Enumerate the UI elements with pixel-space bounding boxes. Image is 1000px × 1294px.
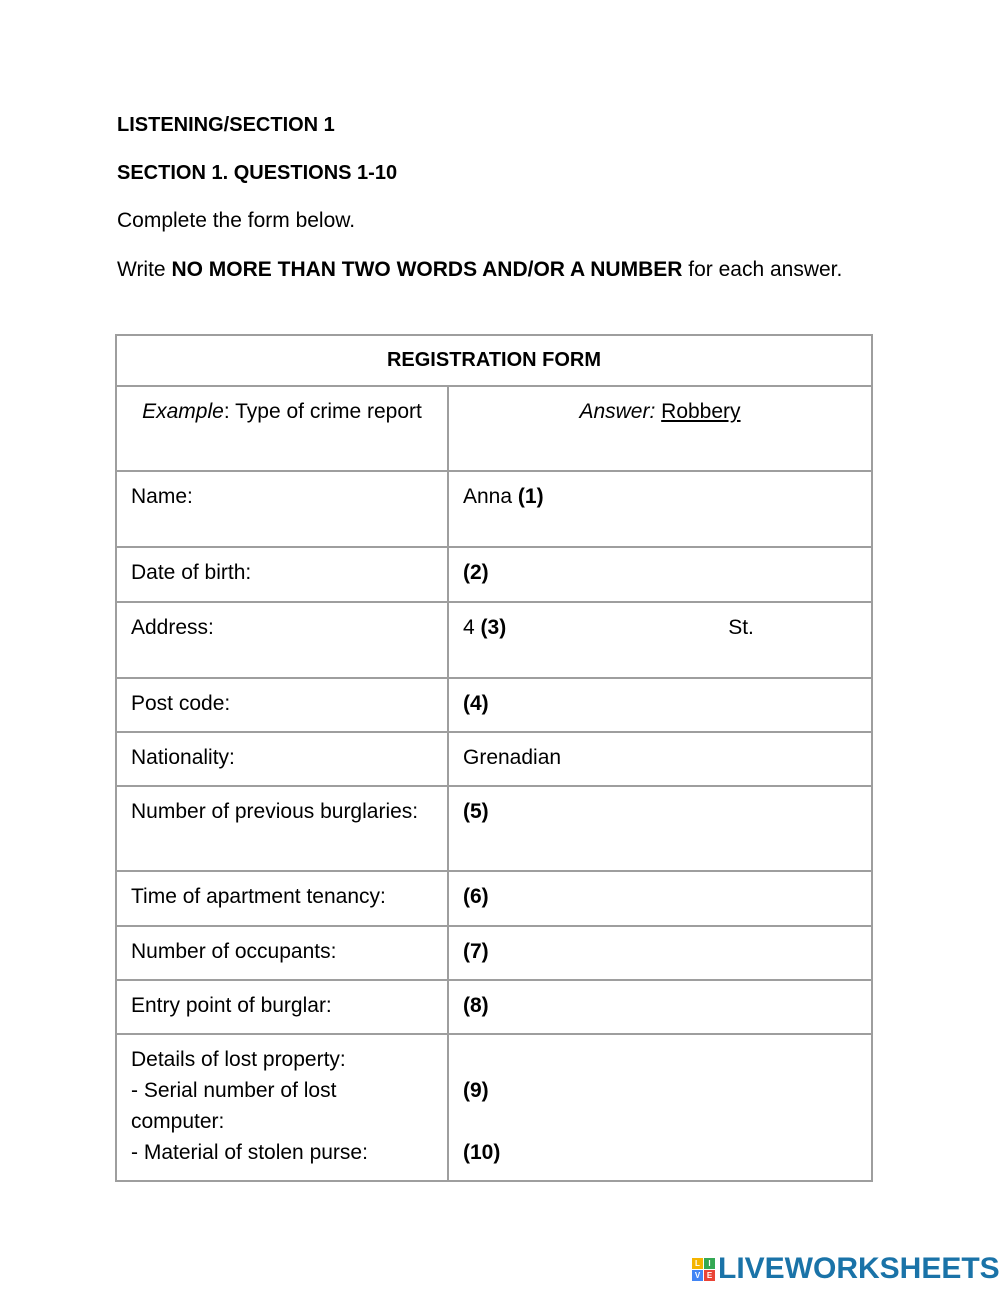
row-label: Name: xyxy=(116,471,448,547)
question-number-9[interactable]: (9) xyxy=(463,1079,489,1102)
form-row-postcode xyxy=(116,678,872,732)
details-answers xyxy=(448,1034,872,1181)
form-title-row xyxy=(116,335,872,386)
answer-prefix: 4 xyxy=(463,616,481,639)
question-number: (5) xyxy=(463,800,489,823)
form-row-address xyxy=(116,602,872,678)
example-cell xyxy=(116,386,448,471)
example-text: : Type of crime report xyxy=(223,400,422,423)
question-number: (7) xyxy=(463,940,489,963)
form-row-tenancy xyxy=(116,871,872,926)
row-label: Address: xyxy=(116,602,448,678)
row-label: Nationality: xyxy=(116,732,448,786)
form-row-burglaries xyxy=(116,786,872,871)
write-prefix: Write xyxy=(117,258,172,281)
answer-value: Robbery xyxy=(661,400,741,423)
row-label: Number of previous burglaries: xyxy=(116,786,448,871)
details-purse: - Material of stolen purse: xyxy=(131,1141,368,1164)
answer-cell xyxy=(448,386,872,471)
form-title: REGISTRATION FORM xyxy=(116,335,872,386)
row-answer: Grenadian xyxy=(448,732,872,786)
question-number: (2) xyxy=(463,561,489,584)
logo-letter: E xyxy=(704,1270,715,1281)
form-row-occupants xyxy=(116,926,872,980)
write-suffix: for each answer. xyxy=(682,258,843,281)
details-computer: - Serial number of lost computer: xyxy=(131,1079,337,1133)
row-label: Entry point of burglar: xyxy=(116,980,448,1034)
write-limit: NO MORE THAN TWO WORDS AND/OR A NUMBER xyxy=(171,258,683,281)
details-heading: Details of lost property: xyxy=(131,1048,346,1071)
answer-prefix: Anna xyxy=(463,485,518,508)
answer-label: Answer: xyxy=(579,400,656,423)
section-heading: LISTENING/SECTION 1 xyxy=(117,114,335,136)
question-number: (4) xyxy=(463,692,489,715)
example-row xyxy=(116,386,872,471)
row-answer[interactable] xyxy=(448,471,872,547)
question-number: (1) xyxy=(517,485,544,508)
instruction-write xyxy=(117,255,877,285)
row-label: Date of birth: xyxy=(116,547,448,602)
row-label: Number of occupants: xyxy=(116,926,448,980)
row-answer[interactable] xyxy=(448,926,872,980)
instruction-complete: Complete the form below. xyxy=(117,209,356,232)
row-answer[interactable] xyxy=(448,602,872,678)
questions-heading: SECTION 1. QUESTIONS 1-10 xyxy=(117,162,398,184)
row-answer[interactable] xyxy=(448,980,872,1034)
row-answer[interactable] xyxy=(448,547,872,602)
logo-letter: I xyxy=(704,1258,715,1269)
brand-text: LIVEWORKSHEETS xyxy=(718,1252,1000,1285)
liveworksheets-logo xyxy=(692,1252,1000,1286)
logo-letter: L xyxy=(692,1258,703,1269)
details-cell xyxy=(116,1034,448,1181)
registration-form xyxy=(115,334,873,1182)
question-number-10[interactable]: (10) xyxy=(463,1141,501,1164)
form-row-entry xyxy=(116,980,872,1034)
row-label: Time of apartment tenancy: xyxy=(116,871,448,926)
form-row-name xyxy=(116,471,872,547)
row-answer[interactable] xyxy=(448,678,872,732)
question-number: (8) xyxy=(463,994,489,1017)
question-number: (6) xyxy=(463,885,489,908)
form-row-dob xyxy=(116,547,872,602)
form-row-nationality xyxy=(116,732,872,786)
form-row-details xyxy=(116,1034,872,1181)
example-label: Example xyxy=(142,400,224,423)
answer-suffix: St. xyxy=(728,616,754,639)
row-answer[interactable] xyxy=(448,871,872,926)
question-number: (3) xyxy=(480,616,507,639)
row-answer[interactable] xyxy=(448,786,872,871)
row-label: Post code: xyxy=(116,678,448,732)
logo-icon xyxy=(692,1258,715,1281)
logo-letter: V xyxy=(692,1270,703,1281)
